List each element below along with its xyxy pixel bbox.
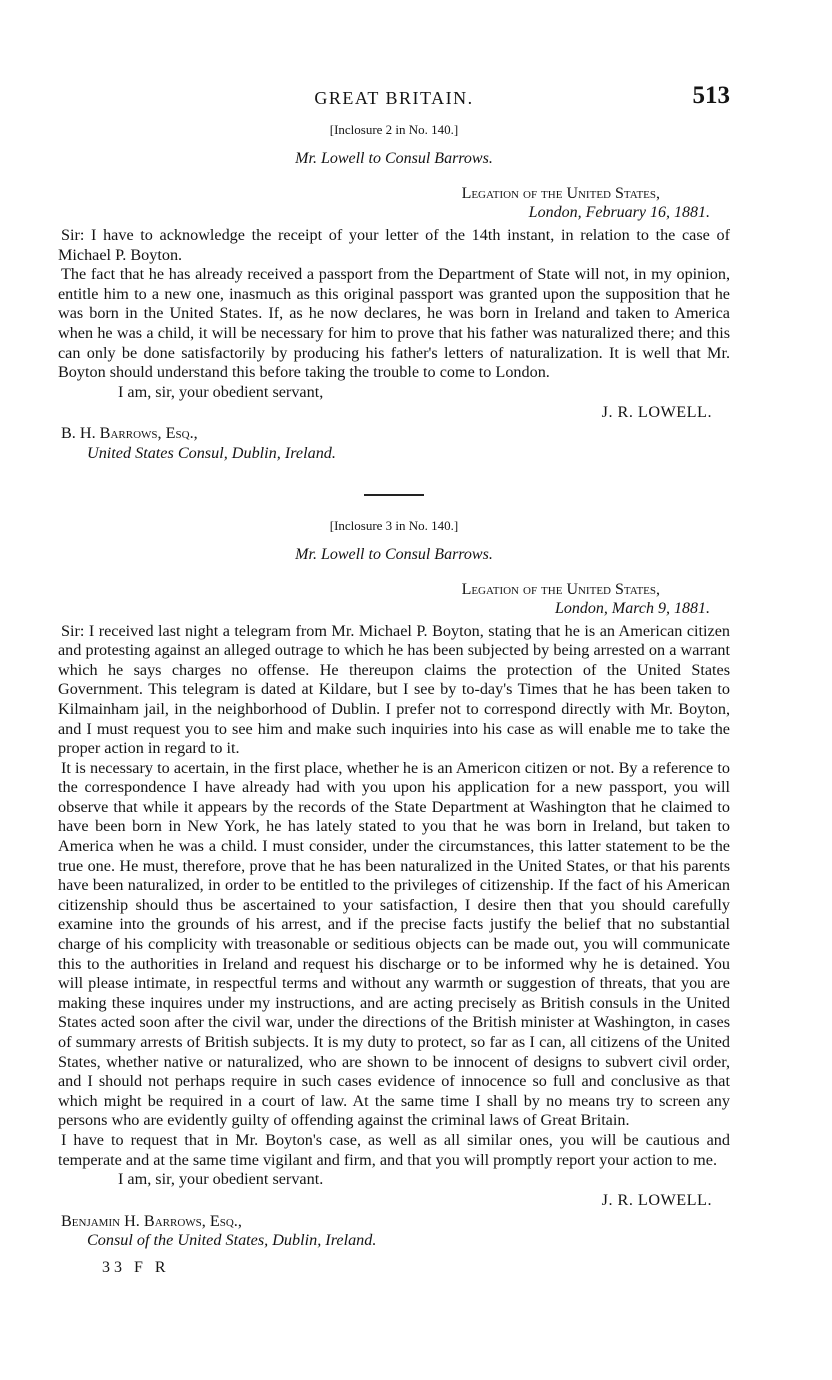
inclosure-label: [Inclosure 2 in No. 140.] xyxy=(329,122,459,137)
paragraph: Sir: I received last night a telegram from Mr. Michael P. Boyton, stating that he is an American citizen and protesting against an alleged outrage to which he has been subjected by being arrested on a warrant which he says charges no offense. He thereupon claims the protection of the United States Government. This telegram is dated at Kildare, but I see by to-day's Times that he has been taken to Kilmainham jail, in the neighborhood of Dublin. I prefer not to correspond directly with Mr. Boyton, and I must request you to see him and make such inquiries into his case as will enable me to take the proper action in regard to it. xyxy=(58,621,730,758)
letter-heading: Mr. Lowell to Consul Barrows. xyxy=(295,545,493,563)
running-header xyxy=(58,80,730,116)
inclosure-label: [Inclosure 3 in No. 140.] xyxy=(329,517,459,533)
letter-body xyxy=(58,622,730,1171)
paragraph: The fact that he has already received a passport from the Department of State will not, in my opinion, entitle him to a new one, inasmuch as this original passport was granted upon the supposition that he was born in the United States. If, as he now declares, he was born in Ireland and taken to America when he was a child, it will be necessary for him to prove that his father was naturalized there; and this can only be done satisfactorily by producing his father's letters of naturalization. It is well that Mr. Boyton should understand this before taking the trouble to come to London. xyxy=(58,265,730,382)
place-date: London, March 9, 1881. xyxy=(555,599,710,617)
letter-1 xyxy=(58,122,730,464)
place-date: London, February 16, 1881. xyxy=(528,204,710,221)
legation-name: Legation of the United States, xyxy=(461,580,660,598)
addressee-title: Consul of the United States, Dublin, Ireland. xyxy=(87,1231,377,1250)
signature: J. R. LOWELL. xyxy=(601,403,712,422)
letter-2 xyxy=(58,518,730,1251)
paragraph: I have to request that in Mr. Boyton's case, as well as all similar ones, you will be cautious and temperate and at the same time vigilant and firm, and that you will promptly report your action to me. xyxy=(58,1130,730,1169)
legation-block xyxy=(58,580,730,618)
signature-mark: 33 F R xyxy=(102,1258,170,1276)
document-page xyxy=(58,80,730,1277)
legation-block xyxy=(58,184,730,222)
addressee-name: Benjamin H. Barrows, Esq., xyxy=(61,1211,242,1230)
addressee-title: United States Consul, Dublin, Ireland. xyxy=(87,443,336,462)
addressee xyxy=(58,1212,730,1251)
running-title: GREAT BRITAIN. xyxy=(314,88,474,108)
addressee xyxy=(58,424,730,463)
addressee-name: B. H. Barrows, Esq., xyxy=(61,424,198,443)
signature: J. R. LOWELL. xyxy=(601,1190,712,1209)
letter-body xyxy=(58,226,730,383)
legation-name: Legation of the United States, xyxy=(461,185,660,202)
paragraph: Sir: I have to acknowledge the receipt of your letter of the 14th instant, in relation to the case of Michael P. Boyton. xyxy=(58,226,730,264)
section-divider xyxy=(364,494,424,496)
page-number: 513 xyxy=(692,82,730,109)
paragraph: It is necessary to acertain, in the first place, whether he is an Americon citizen or not. By a reference to the correspondence I have already had with you upon his application for a new passport, you will observe that while it appears by the records of the State Department at Washington that he claimed to have been born in New York, he has lately stated to you that he was born in Ireland, but taken to America when he was a child. I must consider, under the circumstances, this latter statement to be the true one. He must, therefore, prove that he has been naturalized in the United States, or that his parents have been naturalized, in order to be entitled to the privileges of citizenship. If the fact of his American citizenship should thus be ascertained to your satisfaction, I desire then that you should carefully examine into the grounds of his arrest, and if the precise facts justify the belief that no substantial charge of his complicity with treasonable or seditious objects can be made out, you will communicate this to the authorities in Ireland and request his discharge or to be informed why he is detained. You will please intimate, in respectful terms and without any warmth or suggestion of threats, that you are making these inquires under my instructions, and are acting precisely as British consuls in the United States acted soon after the civil war, under the directions of the British minister at Washington, in cases of summary arrests of British subjects. It is my duty to protect, so far as I can, all citizens of the United States, whether native or naturalized, who are shown to be innocent of designs to subvert civil order, and I should not perhaps require in such cases evidence of innocence so full and conclusive as that which might be required in a court of law. At the same time I shall by no means try to screen any persons who are evidently guilty of offending against the criminal laws of Great Britain. xyxy=(58,758,730,1130)
closing: I am, sir, your obedient servant, xyxy=(118,382,324,401)
letter-heading: Mr. Lowell to Consul Barrows. xyxy=(295,150,493,167)
closing: I am, sir, your obedient servant. xyxy=(118,1170,324,1189)
